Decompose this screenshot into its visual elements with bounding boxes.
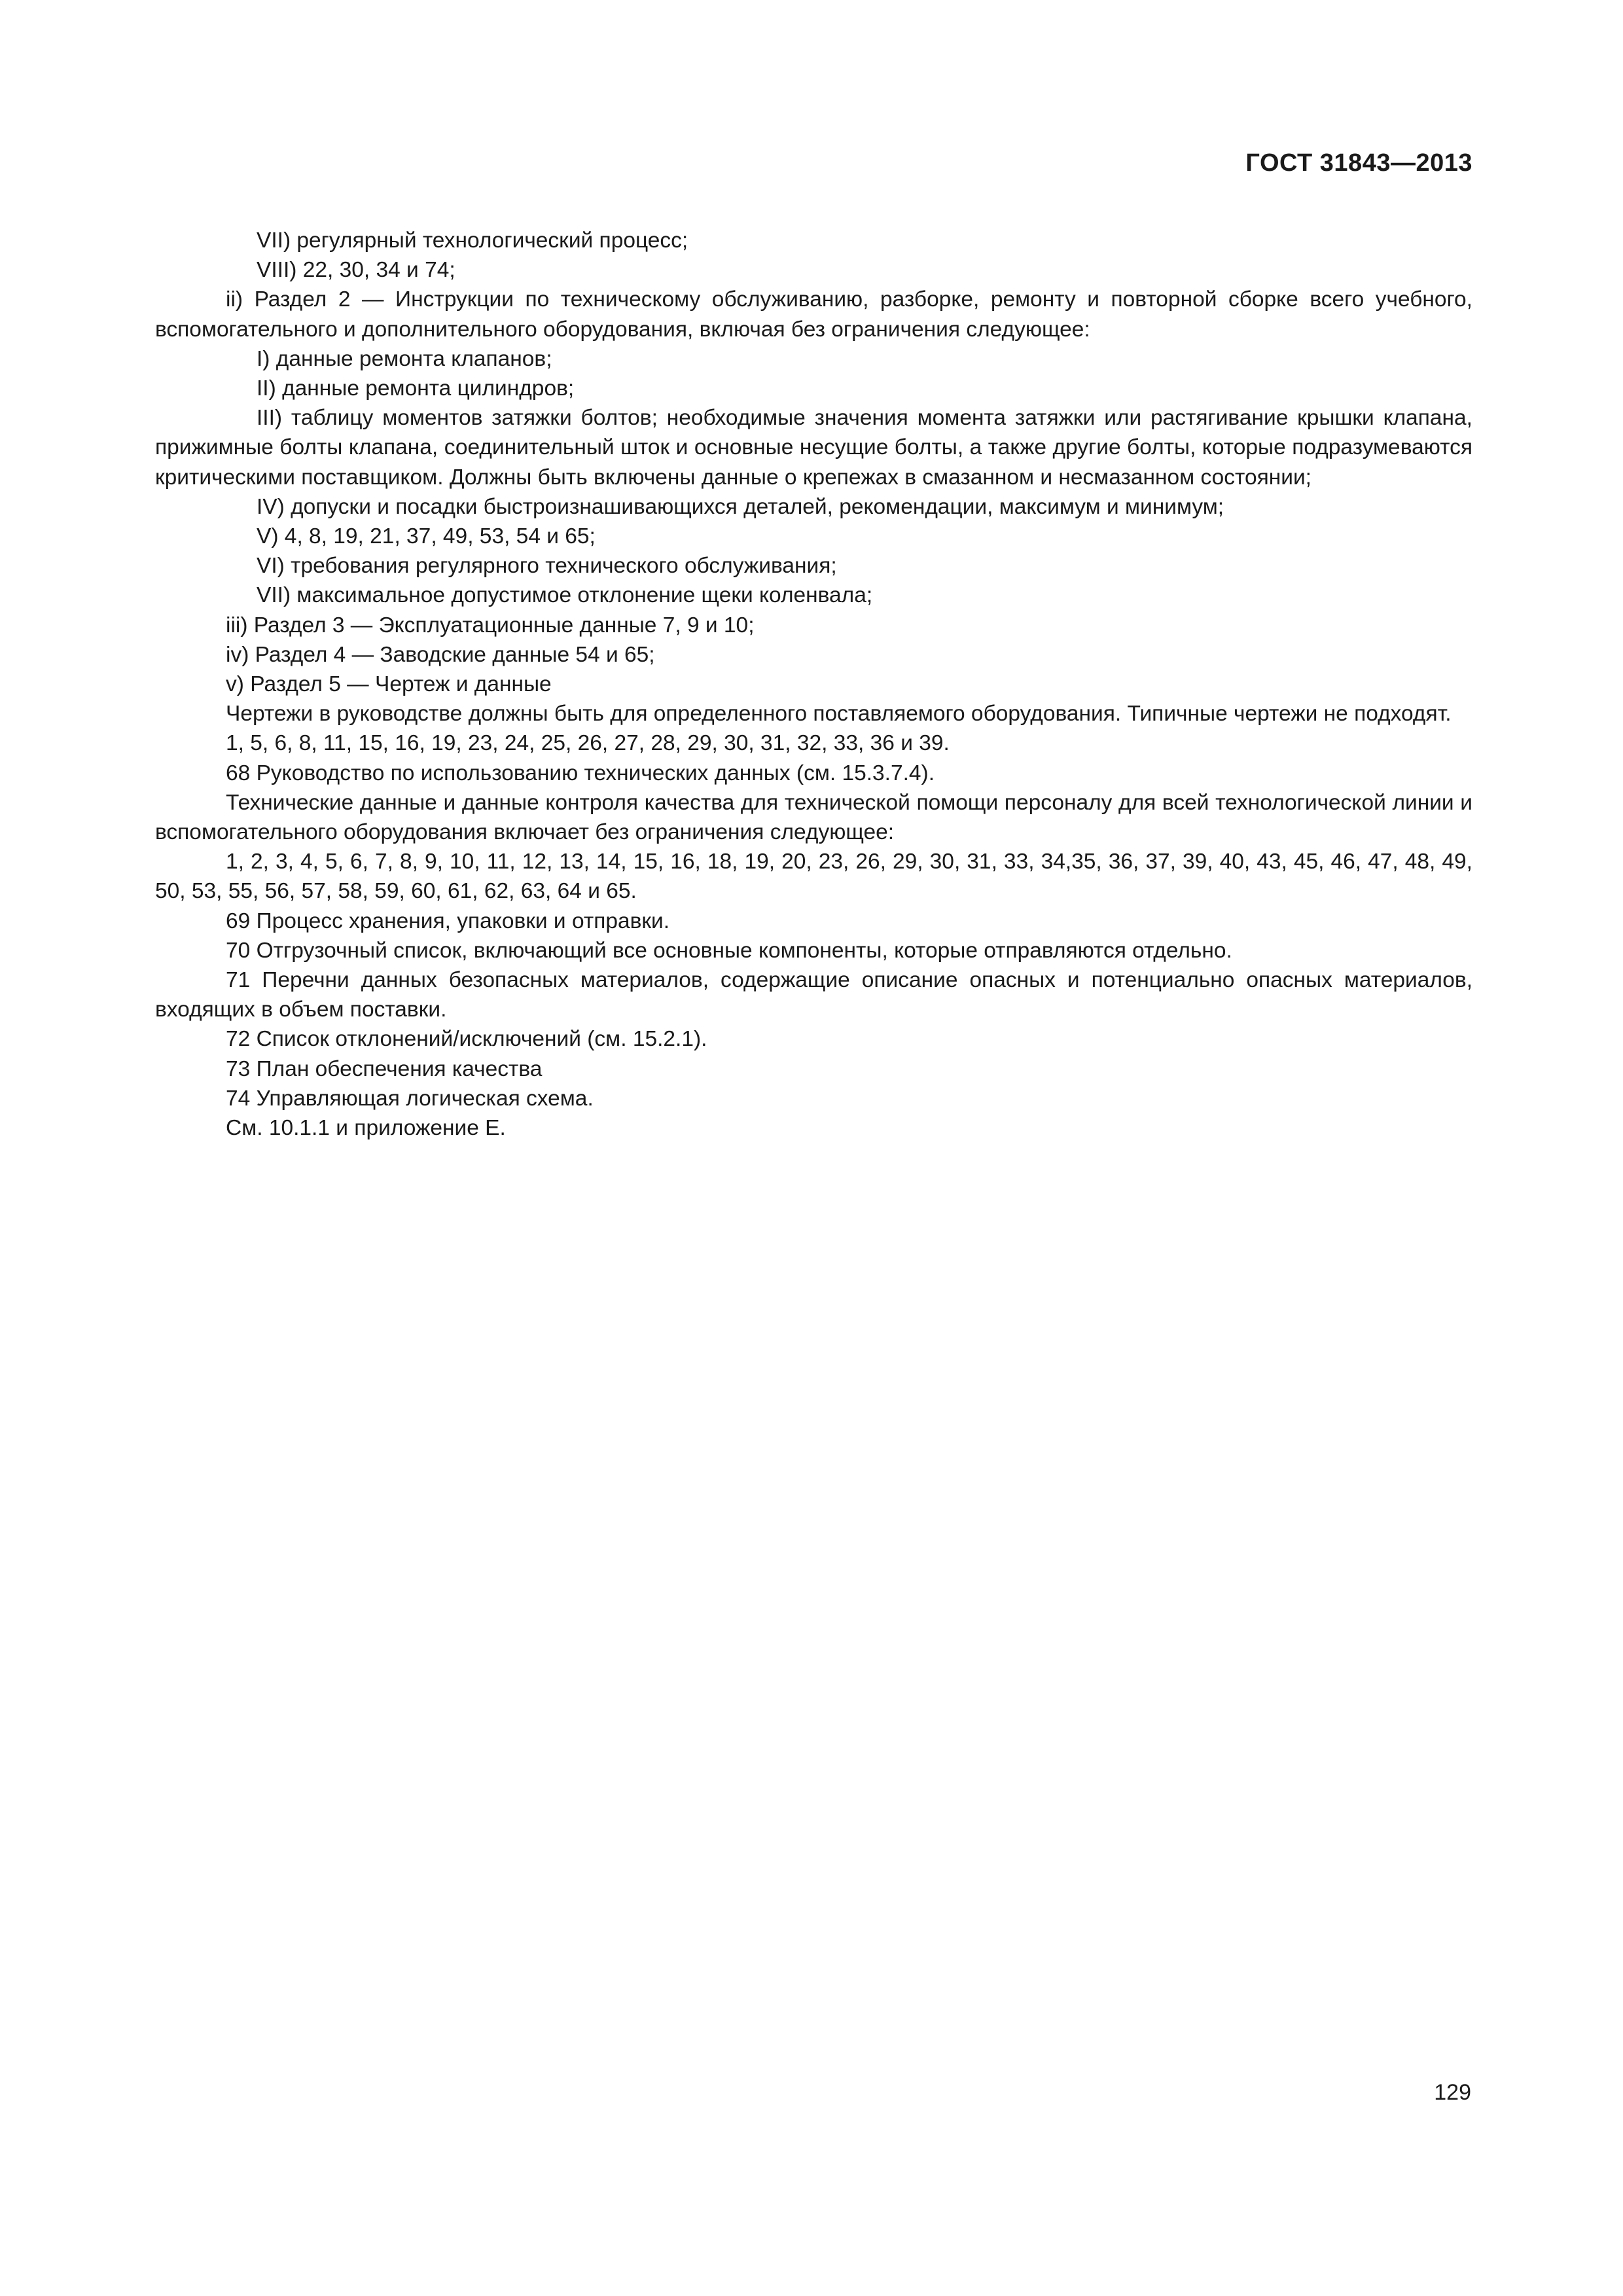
section-3-paragraph: iii) Раздел 3 — Эксплуатационные данные 7, 9 и 10; xyxy=(226,613,755,637)
section-4-paragraph: iv) Раздел 4 — Заводские данные 54 и 65; xyxy=(226,642,655,667)
reference-paragraph: См. 10.1.1 и приложение Е. xyxy=(226,1116,506,1141)
document-header: ГОСТ 31843—2013 xyxy=(1245,149,1472,177)
list-item-iv: IV) допуски и посадки быстроизнашивающихся деталей, рекомендации, максимум и минимум; xyxy=(257,494,1224,519)
item-69-paragraph: 69 Процесс хранения, упаковки и отправки. xyxy=(226,908,670,933)
item-71-paragraph: 71 Перечни данных безопасных материалов, содержащие описание опасных и потенциально опасных материалов, входящих в объем поставки. xyxy=(155,968,1472,1022)
drawings-paragraph: Чертежи в руководстве должны быть для определенного поставляемого оборудования. Типичные чертежи не подходят. xyxy=(226,702,1452,726)
drawings-list-paragraph: 1, 5, 6, 8, 11, 15, 16, 19, 23, 24, 25, 26, 27, 28, 29, 30, 31, 32, 33, 36 и 39. xyxy=(226,731,950,756)
page-number: 129 xyxy=(1434,2080,1471,2105)
list-item-ii: II) данные ремонта цилиндров; xyxy=(257,376,575,401)
technical-data-list-paragraph: 1, 2, 3, 4, 5, 6, 7, 8, 9, 10, 11, 12, 13, 14, 15, 16, 18, 19, 20, 23, 26, 29, 30, 31, 33, 34,35, 36, 37, 39, 40, 43, 45, 46, 47, 48, 49, 50, 53, 55, 56, 57, 58, 59, 60, 61, 62, 63, 64 и 65. xyxy=(155,850,1472,904)
section-2-paragraph: ii) Раздел 2 — Инструкции по техническому обслуживанию, разборке, ремонту и повторной сборке всего учебного, вспомогательного и дополнительного оборудования, включая без ограничения следующее: xyxy=(155,287,1472,342)
section-5-paragraph: v) Раздел 5 — Чертеж и данные xyxy=(226,672,552,697)
item-73-paragraph: 73 План обеспечения качества xyxy=(226,1056,543,1081)
technical-data-paragraph: Технические данные и данные контроля качества для технической помощи персоналу для всей технологической линии и вспомогательного оборудования включает без ограничения следующее: xyxy=(155,790,1472,845)
document-body xyxy=(155,226,1472,1143)
list-item-vi: VI) требования регулярного технического обслуживания; xyxy=(257,554,837,579)
list-item-v: V) 4, 8, 19, 21, 37, 49, 53, 54 и 65; xyxy=(257,524,596,549)
list-item-iii: III) таблицу моментов затяжки болтов; необходимые значения момента затяжки или растягивание крышки клапана, прижимные болты клапана, соединительный шток и основные несущие болты, а также другие болты, которые подразумеваются критическими поставщиком. Должны быть включены данные о крепежах в смазанном и несмазанном состоянии; xyxy=(155,406,1472,490)
list-item-viii: VIII) 22, 30, 34 и 74; xyxy=(257,258,455,283)
item-68-paragraph: 68 Руководство по использованию технических данных (см. 15.3.7.4). xyxy=(226,761,935,785)
list-item-vii: VII) регулярный технологический процесс; xyxy=(257,228,688,253)
list-item-i: I) данные ремонта клапанов; xyxy=(257,346,552,371)
item-72-paragraph: 72 Список отклонений/исключений (см. 15.2.1). xyxy=(226,1027,707,1052)
item-74-paragraph: 74 Управляющая логическая схема. xyxy=(226,1086,594,1111)
item-70-paragraph: 70 Отгрузочный список, включающий все основные компоненты, которые отправляются отдельно. xyxy=(226,938,1232,963)
list-item-vii-2: VII) максимальное допустимое отклонение щеки коленвала; xyxy=(257,583,873,608)
